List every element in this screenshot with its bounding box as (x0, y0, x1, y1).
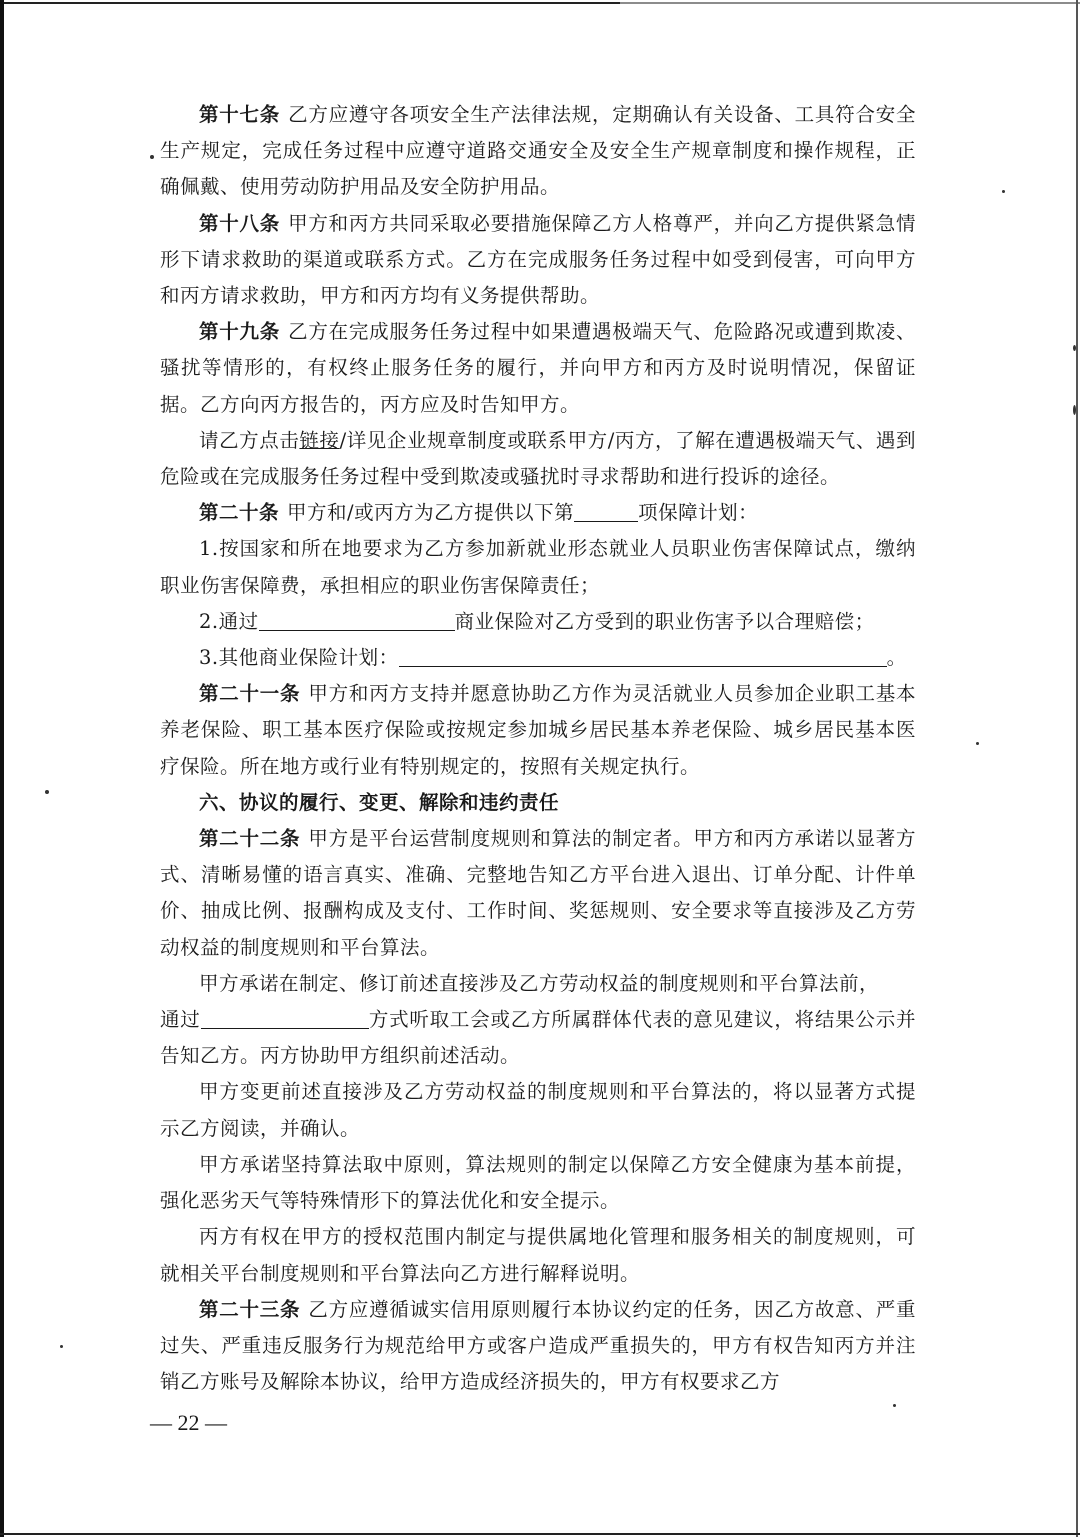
para-text: 通过 (160, 1008, 201, 1032)
scan-speck (1073, 405, 1076, 415)
article-20-item-3 (160, 640, 916, 676)
article-20 (160, 495, 916, 531)
article-22-para-2-line-1: 甲方承诺在制定、修订前述直接涉及乙方劳动权益的制度规则和平台算法前， (199, 971, 880, 995)
document-body (160, 97, 916, 1400)
para-text: 方式听取工会或乙方所属群体代表的意见建议，将结果公示并告知乙方。丙方协助甲方组织前述活动。 (160, 1008, 916, 1068)
article-22-para-4: 甲方承诺坚持算法取中原则，算法规则的制定以保障乙方安全健康为基本前提，强化恶劣天气等特殊情形下的算法优化和安全提示。 (160, 1152, 916, 1213)
article-20-item-1: 1.按国家和所在地要求为乙方参加新就业形态就业人员职业伤害保障试点，缴纳职业伤害保障费，承担相应的职业伤害保障责任； (160, 537, 916, 597)
article-title: 第十八条 (199, 211, 281, 235)
article-text: 项保障计划： (638, 501, 759, 525)
article-text: 甲方和/或丙方为乙方提供以下第 (287, 501, 575, 525)
article-19-note (160, 423, 916, 495)
article-23 (160, 1292, 916, 1401)
article-title: 第十七条 (199, 103, 281, 126)
scan-speck (45, 790, 49, 794)
item-text: 3.其他商业保险计划： (199, 646, 399, 670)
other-insurance-blank[interactable] (399, 644, 887, 667)
consultation-method-blank[interactable] (201, 1006, 369, 1029)
help-link[interactable]: 链接 (299, 428, 340, 452)
scan-speck (60, 1345, 63, 1348)
article-21 (160, 676, 916, 785)
note-text: 请乙方点击 (199, 428, 300, 452)
article-22-para-3: 甲方变更前述直接涉及乙方劳动权益的制度规则和平台算法的，将以显著方式提示乙方阅读，并确认。 (160, 1080, 916, 1140)
article-text: 甲方和丙方支持并愿意协助乙方作为灵活就业人员参加企业职工基本养老保险、职工基本医疗保险或按规定参加城乡居民基本养老保险、城乡居民基本医疗保险。所在地方或行业有特别规定的，按照有关规定执行。 (160, 682, 916, 778)
article-22 (160, 821, 916, 966)
item-text: 商业保险对乙方受到的职业伤害予以合理赔偿； (454, 609, 875, 633)
article-20-item-2 (160, 604, 916, 640)
scan-speck (150, 155, 154, 159)
article-22-para-5: 丙方有权在甲方的授权范围内制定与提供属地化管理和服务相关的制度规则，可就相关平台制度规则和平台算法向乙方进行解释说明。 (160, 1225, 916, 1285)
page-number: — 22 — (150, 1410, 227, 1435)
note-text: /详见企业规章制度或联系甲方/丙方，了解在遭遇极端天气、遇到危险或在完成服务任务过程中受到欺凌或骚扰时寻求帮助和进行投诉的途径。 (160, 428, 916, 489)
item-text: 2.通过 (199, 609, 259, 633)
article-text: 甲方是平台运营制度规则和算法的制定者。甲方和丙方承诺以显著方式、清晰易懂的语言真实、准确、完整地告知乙方平台进入退出、订单分配、计件单价、抽成比例、报酬构成及支付、工作时间、奖惩规则、安全要求等直接涉及乙方劳动权益的制度规则和平台算法。 (160, 827, 916, 959)
insurance-name-blank[interactable] (259, 608, 455, 631)
article-18 (160, 206, 916, 315)
item-text: 。 (886, 646, 907, 670)
scan-speck (1073, 345, 1076, 351)
article-text: 甲方和丙方共同采取必要措施保障乙方人格尊严，并向乙方提供紧急情形下请求救助的渠道或联系方式。乙方在完成服务任务过程中如受到侵害，可向甲方和丙方请求救助，甲方和丙方均有义务提供帮助。 (160, 211, 916, 308)
article-text: 乙方应遵守各项安全生产法律法规，定期确认有关设备、工具符合安全生产规定，完成任务过程中应遵守道路交通安全及安全生产规章制度和操作规程，正确佩戴、使用劳动防护用品及安全防护用品。 (160, 103, 916, 199)
scan-speck (893, 1404, 896, 1407)
article-text: 乙方在完成服务任务过程中如果遭遇极端天气、危险路况或遭到欺凌、骚扰等情形的，有权终止服务任务的履行，并向甲方和丙方及时说明情况，保留证据。乙方向丙方报告的，丙方应及时告知甲方。 (160, 320, 916, 416)
plan-number-blank[interactable] (574, 499, 638, 522)
article-text: 乙方应遵循诚实信用原则履行本协议约定的任务，因乙方故意、严重过失、严重违反服务行为规范给甲方或客户造成严重损失的，甲方有权告知丙方并注销乙方账号及解除本协议，给甲方造成经济损失的，甲方有权要求乙方 (160, 1297, 916, 1394)
article-22-para-2-cont (160, 1002, 916, 1074)
article-17 (160, 97, 916, 206)
article-title: 第二十一条 (199, 682, 301, 706)
article-title: 第二十条 (199, 501, 280, 525)
article-19 (160, 314, 916, 423)
section-heading: 六、协议的履行、变更、解除和违约责任 (199, 790, 560, 814)
article-title: 第十九条 (199, 320, 281, 344)
scan-speck (1002, 190, 1005, 193)
article-title: 第二十三条 (199, 1297, 301, 1321)
article-title: 第二十二条 (199, 827, 301, 851)
scan-speck (976, 742, 979, 745)
